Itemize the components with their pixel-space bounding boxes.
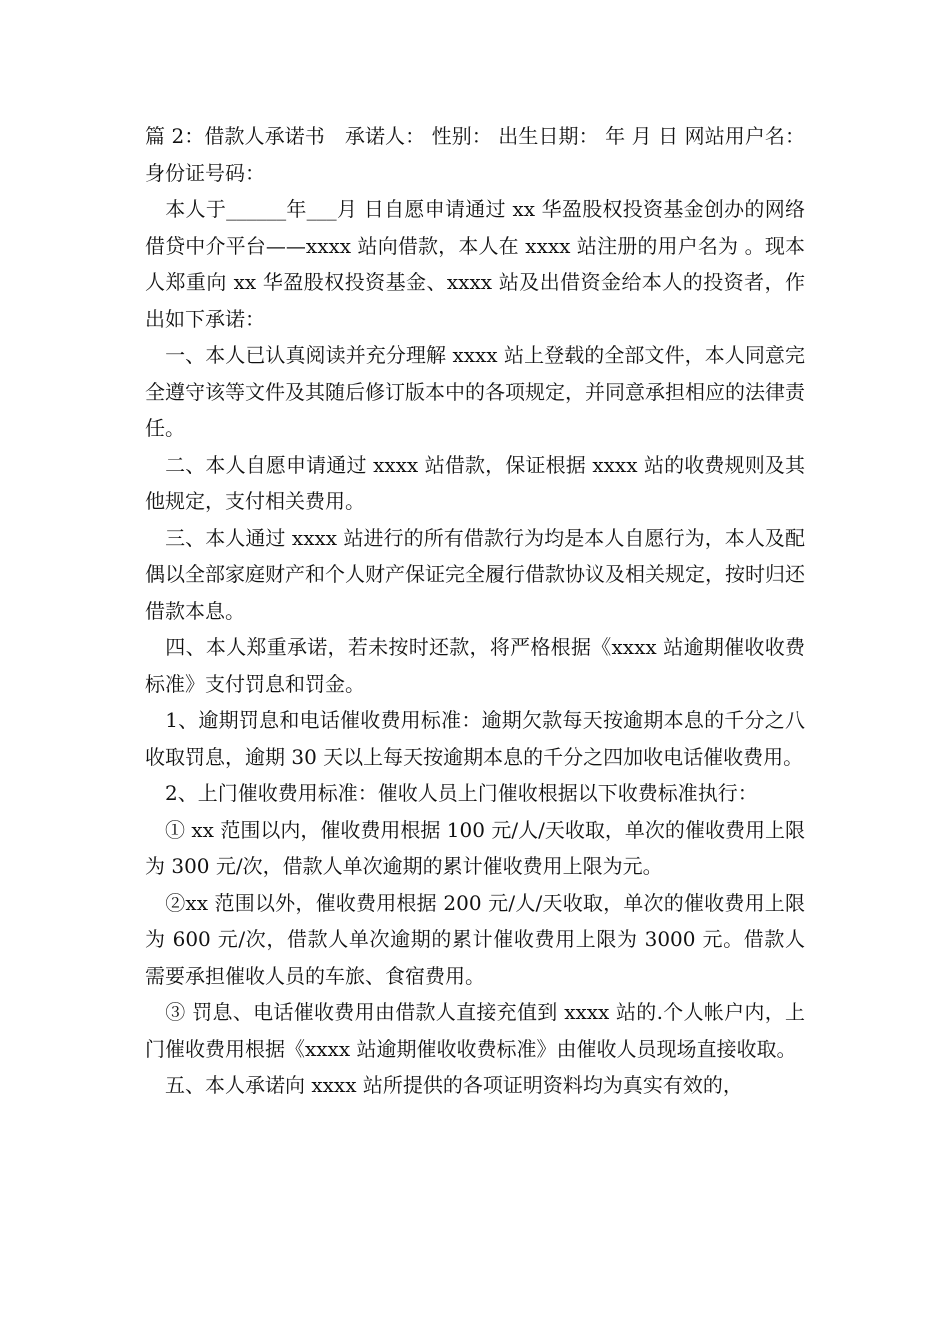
paragraph: 一、本人已认真阅读并充分理解 xxxx 站上登载的全部文件，本人同意完全遵守该等文件及其随后修订版本中的各项规定，并同意承担相应的法律责任。 [145, 343, 805, 440]
paragraph: ③ 罚息、电话催收费用由借款人直接充值到 xxxx 站的.个人帐户内，上门催收费用根据《xxxx 站逾期催收收费标准》由催收人员现场直接收取。 [145, 1000, 805, 1061]
paragraph: 本人于______年___月 日自愿申请通过 xx 华盈股权投资基金创办的网络借贷中介平台——xxxx 站向借款，本人在 xxxx 站注册的用户名为 。现本人郑重向 xx 华盈股权投资基金、xxxx 站及出借资金给本人的投资者，作出如下承诺： [145, 197, 805, 331]
paragraph: 四、本人郑重承诺，若未按时还款，将严格根据《xxxx 站逾期催收收费标准》支付罚息和罚金。 [145, 635, 805, 696]
paragraph: 五、本人承诺向 xxxx 站所提供的各项证明资料均为真实有效的， [145, 1073, 743, 1097]
document-body [145, 118, 805, 1104]
heading-paragraph: 篇 2：借款人承诺书 承诺人： 性别： 出生日期： 年 月 日 网站用户名： 身份证号码： [145, 124, 805, 185]
paragraph: 1、逾期罚息和电话催收费用标准：逾期欠款每天按逾期本息的千分之八收取罚息，逾期 30 天以上每天按逾期本息的千分之四加收电话催收费用。 [145, 708, 805, 769]
paragraph: 三、本人通过 xxxx 站进行的所有借款行为均是本人自愿行为，本人及配偶以全部家庭财产和个人财产保证完全履行借款协议及相关规定，按时归还借款本息。 [145, 525, 805, 623]
paragraph: 2、上门催收费用标准：催收人员上门催收根据以下收费标准执行： [145, 781, 758, 805]
paragraph: 二、本人自愿申请通过 xxxx 站借款，保证根据 xxxx 站的收费规则及其他规定，支付相关费用。 [145, 452, 805, 513]
paragraph: ②xx 范围以外，催收费用根据 200 元/人/天收取，单次的催收费用上限为 600 元/次，借款人单次逾期的累计催收费用上限为 3000 元。借款人需要承担催收人员的车旅、食宿费用。 [145, 890, 805, 988]
paragraph: ① xx 范围以内，催收费用根据 100 元/人/天收取，单次的催收费用上限为 300 元/次，借款人单次逾期的累计催收费用上限为元。 [145, 817, 805, 878]
